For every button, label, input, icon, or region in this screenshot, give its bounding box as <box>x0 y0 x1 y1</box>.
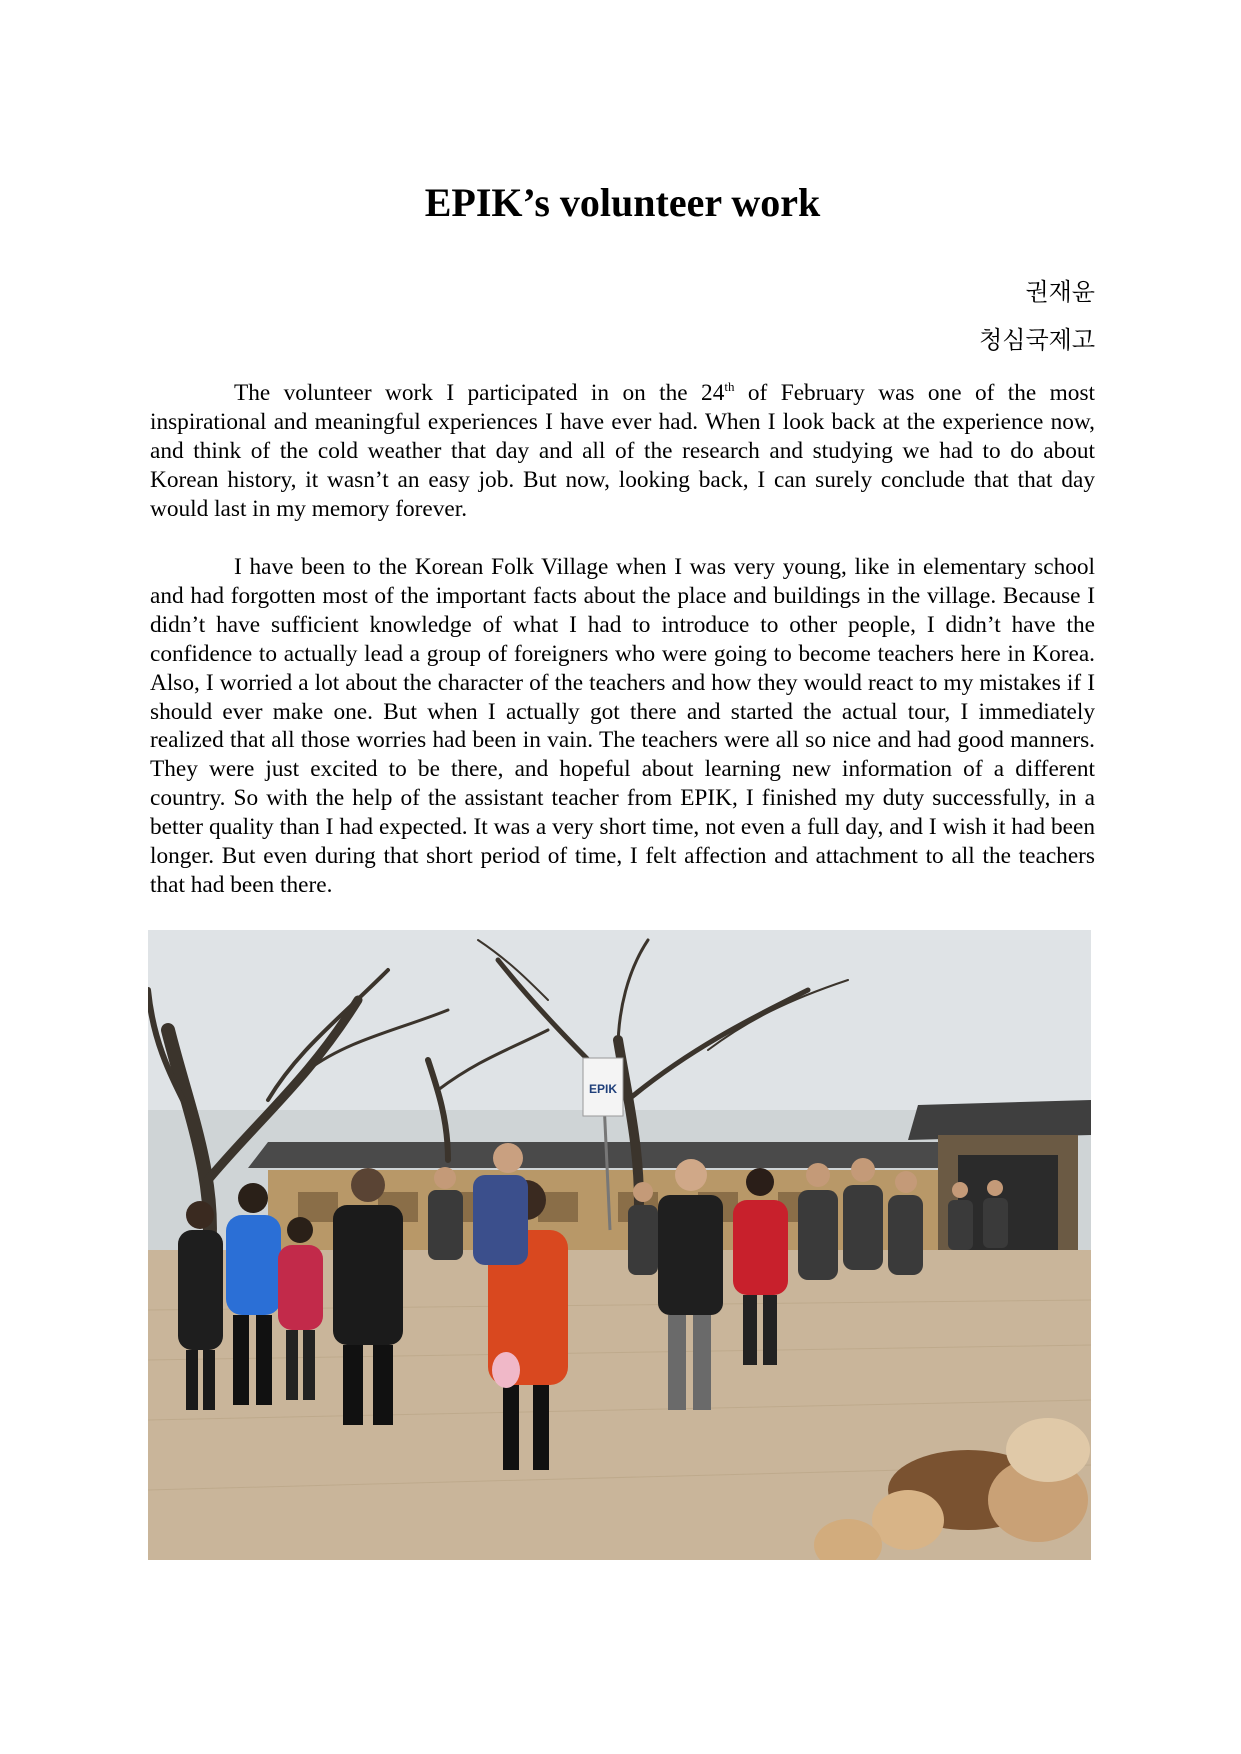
school-name: 청심국제고 <box>979 326 1095 354</box>
document-title: EPIK’s volunteer work <box>424 180 821 225</box>
author-block <box>979 268 1095 364</box>
ordinal-suffix: th <box>724 379 735 395</box>
paragraph-1-rest: of February was one of the most inspirational and meaningful experiences I have ever had. When I look back at the experience now, and think of the cold weather that day and all of the research and studying we had to do about Korean history, it wasn’t an easy job. But now, looking back, I can surely conclude that that day would last in my memory forever. <box>150 380 1095 522</box>
author-name: 권재윤 <box>1025 278 1095 306</box>
folk-village-photo <box>148 930 1091 1560</box>
paragraph-1 <box>150 379 1095 524</box>
epik-sign-text: EPIK <box>588 1082 618 1096</box>
paragraph-2: I have been to the Korean Folk Village when I was very young, like in elementary school and had forgotten most of the important facts about the place and buildings in the village. Because I didn’t have sufficient knowledge of what I had to introduce to other people, I didn’t have the confidence to actually lead a group of foreigners who were going to become teachers here in Korea. Also, I worried a lot about the character of the teachers and how they would react to my mistakes if I should ever make one. But when I actually got there and started the actual tour, I immediately realized that all those worries had been in vain. The teachers were all so nice and had good manners. They were just excited to be there, and hopeful about learning new information of a different country. So with the help of the assistant teacher from EPIK, I finished my duty successfully, in a better quality than I had expected. It was a very short time, not even a full day, and I wish it had been longer. But even during that short period of time, I felt affection and attachment to all the teachers that had been there. <box>150 554 1095 898</box>
paragraph-1-start: The volunteer work I participated in on the 24 <box>234 380 725 406</box>
